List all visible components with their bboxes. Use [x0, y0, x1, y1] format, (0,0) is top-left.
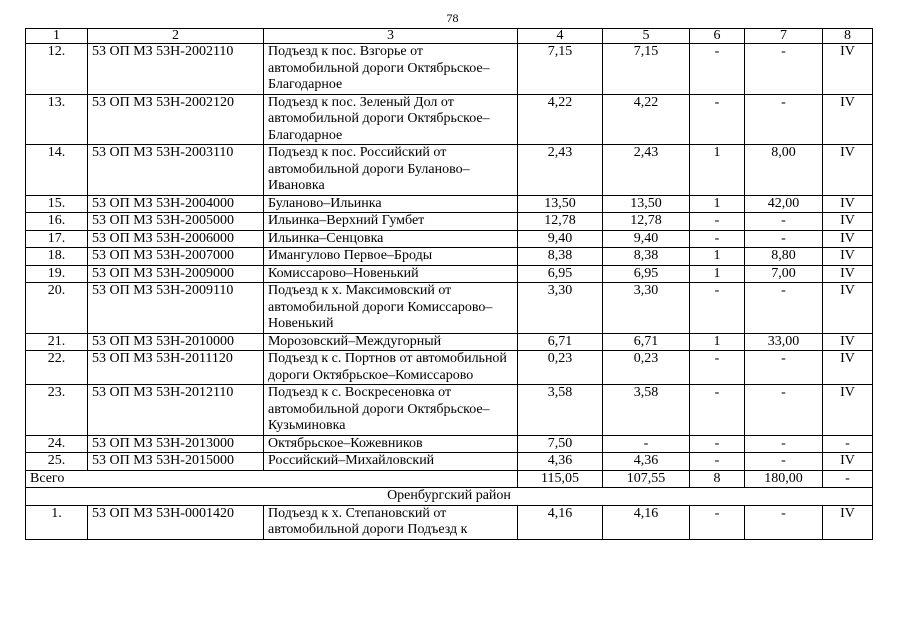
total-length: 115,05 — [518, 470, 603, 488]
length-total: 6,95 — [518, 265, 603, 283]
total-row — [26, 470, 873, 488]
row-number: 1. — [26, 505, 88, 539]
table-row — [26, 94, 873, 145]
road-code: 53 ОП МЗ 53Н-2006000 — [88, 230, 264, 248]
length-paved: 8,38 — [603, 248, 690, 266]
road-name: Подъезд к х. Степановский от автомобильной дороги Подъезд к — [264, 505, 518, 539]
road-category: IV — [823, 213, 873, 231]
bridge-count: - — [690, 213, 745, 231]
road-name: Подъезд к с. Портнов от автомобильной дороги Октябрьское–Комиссарово — [264, 351, 518, 385]
length-total: 4,22 — [518, 94, 603, 145]
length-total: 7,50 — [518, 435, 603, 453]
road-category: IV — [823, 351, 873, 385]
column-number-header: 7 — [745, 29, 823, 44]
length-paved: 13,50 — [603, 195, 690, 213]
table-row — [26, 195, 873, 213]
district-heading: Оренбургский район — [26, 488, 873, 506]
table-row — [26, 505, 873, 539]
bridge-count: - — [690, 94, 745, 145]
road-code: 53 ОП МЗ 53Н-2011120 — [88, 351, 264, 385]
bridge-count: 1 — [690, 195, 745, 213]
road-category: IV — [823, 385, 873, 436]
bridge-count: 1 — [690, 333, 745, 351]
table-row — [26, 453, 873, 471]
road-category: IV — [823, 44, 873, 95]
length-paved: 6,95 — [603, 265, 690, 283]
table-row — [26, 230, 873, 248]
road-category: IV — [823, 333, 873, 351]
road-category: - — [823, 435, 873, 453]
length-total: 3,30 — [518, 283, 603, 334]
length-paved: 12,78 — [603, 213, 690, 231]
length-paved: 4,36 — [603, 453, 690, 471]
table-row — [26, 435, 873, 453]
length-paved: 3,58 — [603, 385, 690, 436]
bridge-count: - — [690, 230, 745, 248]
bridge-count: 1 — [690, 145, 745, 196]
road-category: IV — [823, 505, 873, 539]
road-code: 53 ОП МЗ 53Н-2013000 — [88, 435, 264, 453]
row-number: 21. — [26, 333, 88, 351]
row-number: 13. — [26, 94, 88, 145]
road-code: 53 ОП МЗ 53Н-2012110 — [88, 385, 264, 436]
total-category: - — [823, 470, 873, 488]
bridge-count: - — [690, 453, 745, 471]
length-paved: - — [603, 435, 690, 453]
length-paved: 6,71 — [603, 333, 690, 351]
column-number-header: 3 — [264, 29, 518, 44]
row-number: 16. — [26, 213, 88, 231]
road-code: 53 ОП МЗ 53Н-2007000 — [88, 248, 264, 266]
road-code: 53 ОП МЗ 53Н-2015000 — [88, 453, 264, 471]
total-bridge-count: 8 — [690, 470, 745, 488]
road-code: 53 ОП МЗ 53Н-2003110 — [88, 145, 264, 196]
table-row — [26, 385, 873, 436]
road-code: 53 ОП МЗ 53Н-2005000 — [88, 213, 264, 231]
total-bridge-length: 180,00 — [745, 470, 823, 488]
length-paved: 0,23 — [603, 351, 690, 385]
bridge-length: - — [745, 351, 823, 385]
bridge-length: 42,00 — [745, 195, 823, 213]
bridge-count: 1 — [690, 248, 745, 266]
road-register-table — [25, 28, 873, 540]
bridge-length: - — [745, 213, 823, 231]
road-name: Морозовский–Междугорный — [264, 333, 518, 351]
total-length-paved: 107,55 — [603, 470, 690, 488]
bridge-count: 1 — [690, 265, 745, 283]
length-paved: 4,16 — [603, 505, 690, 539]
road-name: Подъезд к с. Воскресеновка от автомобильной дороги Октябрьское–Кузьминовка — [264, 385, 518, 436]
column-number-header: 5 — [603, 29, 690, 44]
length-total: 7,15 — [518, 44, 603, 95]
row-number: 17. — [26, 230, 88, 248]
bridge-length: - — [745, 230, 823, 248]
bridge-count: - — [690, 351, 745, 385]
table-row — [26, 333, 873, 351]
length-total: 0,23 — [518, 351, 603, 385]
road-name: Подъезд к х. Максимовский от автомобильной дороги Комиссарово–Новенький — [264, 283, 518, 334]
row-number: 25. — [26, 453, 88, 471]
length-paved: 7,15 — [603, 44, 690, 95]
road-category: IV — [823, 145, 873, 196]
page-number: 78 — [446, 11, 459, 25]
road-name: Имангулово Первое–Броды — [264, 248, 518, 266]
road-code: 53 ОП МЗ 53Н-2002120 — [88, 94, 264, 145]
column-number-header: 8 — [823, 29, 873, 44]
table-row — [26, 265, 873, 283]
column-number-header: 6 — [690, 29, 745, 44]
road-name: Подъезд к пос. Российский от автомобильной дороги Буланово–Ивановка — [264, 145, 518, 196]
column-number-header: 4 — [518, 29, 603, 44]
bridge-length: - — [745, 435, 823, 453]
bridge-count: - — [690, 505, 745, 539]
total-label: Всего — [26, 470, 518, 488]
district-section-row — [26, 488, 873, 506]
road-name: Ильинка–Верхний Гумбет — [264, 213, 518, 231]
row-number: 15. — [26, 195, 88, 213]
row-number: 24. — [26, 435, 88, 453]
bridge-length: - — [745, 283, 823, 334]
column-number-header: 1 — [26, 29, 88, 44]
road-name: Подъезд к пос. Зеленый Дол от автомобильной дороги Октябрьское–Благодарное — [264, 94, 518, 145]
table-row — [26, 248, 873, 266]
row-number: 19. — [26, 265, 88, 283]
road-name: Подъезд к пос. Взгорье от автомобильной дороги Октябрьское–Благодарное — [264, 44, 518, 95]
road-category: IV — [823, 248, 873, 266]
table-row — [26, 213, 873, 231]
bridge-length: 8,80 — [745, 248, 823, 266]
road-category: IV — [823, 265, 873, 283]
road-code: 53 ОП МЗ 53Н-2009000 — [88, 265, 264, 283]
road-name: Буланово–Ильинка — [264, 195, 518, 213]
length-total: 4,16 — [518, 505, 603, 539]
length-paved: 9,40 — [603, 230, 690, 248]
road-category: IV — [823, 195, 873, 213]
road-category: IV — [823, 283, 873, 334]
bridge-length: - — [745, 44, 823, 95]
road-code: 53 ОП МЗ 53Н-2002110 — [88, 44, 264, 95]
road-code: 53 ОП МЗ 53Н-2010000 — [88, 333, 264, 351]
bridge-length: - — [745, 505, 823, 539]
length-total: 8,38 — [518, 248, 603, 266]
road-category: IV — [823, 453, 873, 471]
length-paved: 4,22 — [603, 94, 690, 145]
road-category: IV — [823, 230, 873, 248]
length-total: 4,36 — [518, 453, 603, 471]
length-total: 2,43 — [518, 145, 603, 196]
bridge-length: 33,00 — [745, 333, 823, 351]
table-row — [26, 44, 873, 95]
bridge-count: - — [690, 44, 745, 95]
road-name: Комиссарово–Новенький — [264, 265, 518, 283]
bridge-count: - — [690, 283, 745, 334]
length-total: 12,78 — [518, 213, 603, 231]
road-name: Октябрьское–Кожевников — [264, 435, 518, 453]
column-number-header: 2 — [88, 29, 264, 44]
road-name: Ильинка–Сенцовка — [264, 230, 518, 248]
length-paved: 2,43 — [603, 145, 690, 196]
bridge-length: - — [745, 94, 823, 145]
length-total: 3,58 — [518, 385, 603, 436]
length-total: 6,71 — [518, 333, 603, 351]
bridge-length: - — [745, 385, 823, 436]
road-code: 53 ОП МЗ 53Н-2009110 — [88, 283, 264, 334]
length-total: 9,40 — [518, 230, 603, 248]
table-row — [26, 283, 873, 334]
length-total: 13,50 — [518, 195, 603, 213]
bridge-length: 7,00 — [745, 265, 823, 283]
bridge-count: - — [690, 385, 745, 436]
row-number: 14. — [26, 145, 88, 196]
road-name: Российский–Михайловский — [264, 453, 518, 471]
row-number: 20. — [26, 283, 88, 334]
bridge-length: 8,00 — [745, 145, 823, 196]
column-number-row — [26, 29, 873, 44]
road-category: IV — [823, 94, 873, 145]
row-number: 18. — [26, 248, 88, 266]
row-number: 23. — [26, 385, 88, 436]
bridge-count: - — [690, 435, 745, 453]
road-code: 53 ОП МЗ 53Н-0001420 — [88, 505, 264, 539]
bridge-length: - — [745, 453, 823, 471]
row-number: 12. — [26, 44, 88, 95]
road-code: 53 ОП МЗ 53Н-2004000 — [88, 195, 264, 213]
table-row — [26, 351, 873, 385]
table-row — [26, 145, 873, 196]
row-number: 22. — [26, 351, 88, 385]
length-paved: 3,30 — [603, 283, 690, 334]
